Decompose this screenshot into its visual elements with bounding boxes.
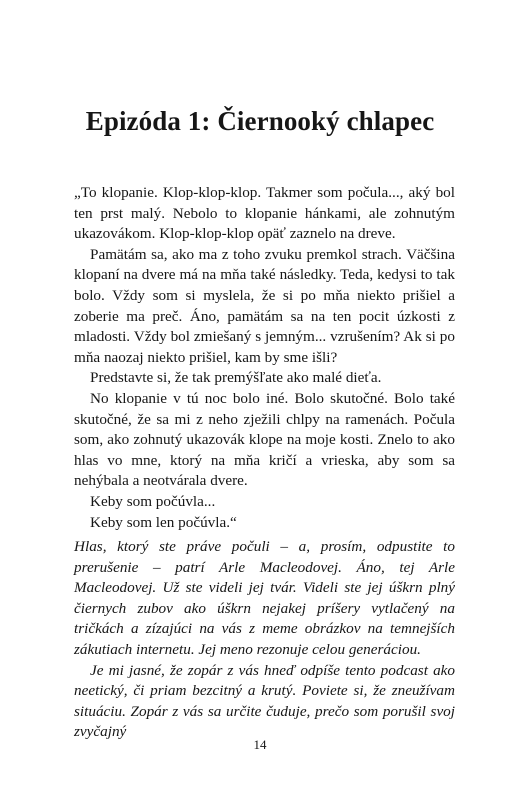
paragraph: Keby som len počúvla.“ bbox=[90, 513, 237, 531]
paragraph: No klopanie v tú noc bolo iné. Bolo skutočné. Bolo také skutočné, že sa mi z neho zježili chlpy na ramenách. Počula som, ako zohnutý ukazovák klope na moje kosti. Znelo to ako hlas vo mne, ktorý na mňa kričí a vrieska, aby som sa nehýbala a neotvárala dvere. bbox=[74, 389, 455, 490]
paragraph: Pamätám sa, ako ma z toho zvuku premkol strach. Väčšina klopaní na dvere má na mňa také následky. Teda, kedysi to tak bolo. Vždy som si myslela, že si po mňa niekto prišiel a zoberie ma preč. Áno, pamätám sa na ten pocit úzkosti z mladosti. Vždy bol zmiešaný s jemným... vzrušením? Ak si po mňa naozaj niekto prišiel, kam by sme išli? bbox=[74, 245, 455, 366]
paragraph: „To klopanie. Klop-klop-klop. Takmer som počula..., aký bol ten prst malý. Nebolo to klopanie hánkami, ale zohnutým ukazovákom. Klop-klop-klop opäť zaznelo na dreve. bbox=[74, 184, 455, 243]
page-number: 14 bbox=[253, 737, 267, 752]
paragraph: Hlas, ktorý ste práve počuli – a, prosím, odpustite to prerušenie – patrí Arle Macleodovej. Áno, tej Arle Macleodovej. Už ste videli jej tvár. Videli ste jej úškrn plný čiernych zubov ako úškrn nejakej príšery vytlačený na tričkách a zízajúci na vás z meme obrázkov na temnejších zákutiach internetu. Jej meno rezonuje celou generáciou. bbox=[74, 538, 455, 658]
quoted-passage bbox=[74, 183, 455, 533]
paragraph: Predstavte si, že tak premýšľate ako malé dieťa. bbox=[90, 369, 382, 387]
paragraph: Je mi jasné, že zopár z vás hneď odpíše tento podcast ako neetický, či priam bezcitný a krutý. Poviete si, že zneužívam situáciu. Zopár z vás sa určite čuduje, prečo som porušil svoj zvyčajný bbox=[74, 661, 455, 741]
chapter-title: Epizóda 1: Čiernooký chlapec bbox=[85, 106, 435, 136]
paragraph: Keby som počúvla... bbox=[90, 492, 216, 510]
narrator-passage bbox=[74, 537, 455, 743]
